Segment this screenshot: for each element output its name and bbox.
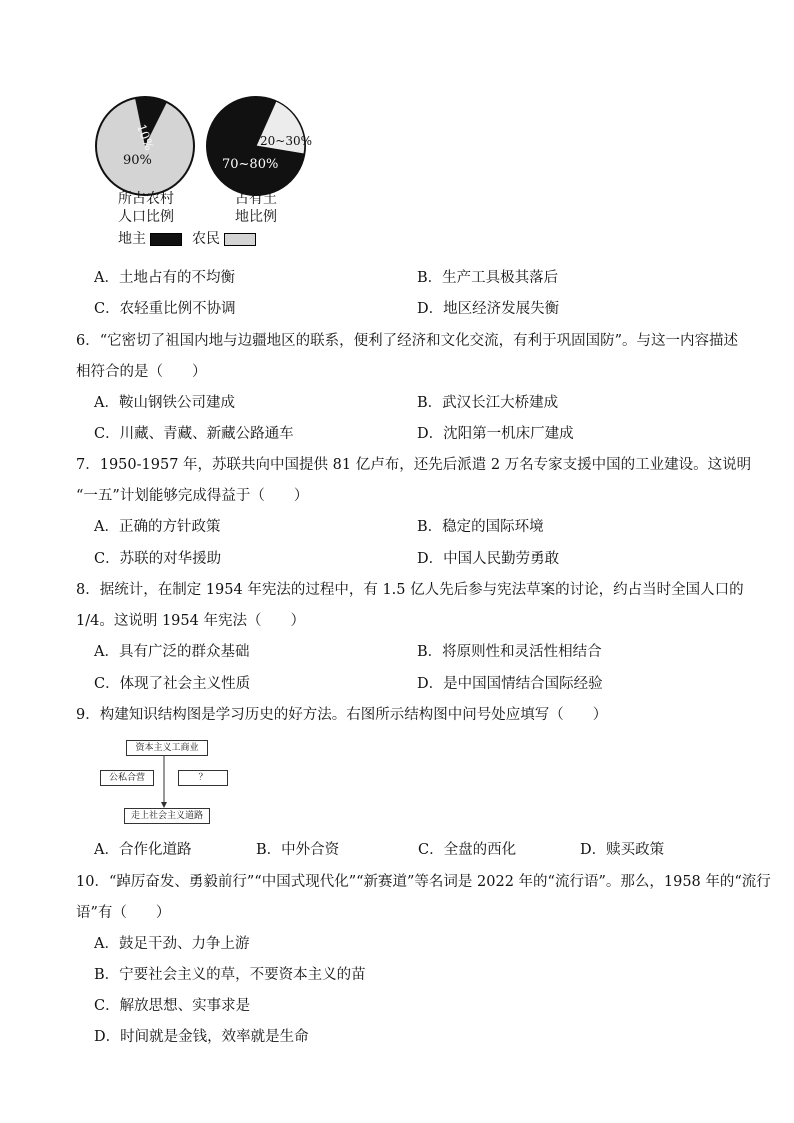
q6-option-b[interactable]: B．武汉长江大桥建成 [417, 395, 559, 411]
q10-option-c[interactable]: C．解放思想、实事求是 [94, 998, 251, 1014]
q6-option-c[interactable]: C．川藏、青藏、新藏公路通车 [94, 426, 294, 442]
diagram-box-top: 资本主义工商业 [126, 740, 208, 756]
q9-stem-line1: 9．构建知识结构图是学习历史的好方法。右图所示结构图中问号处应填写（ ） [76, 707, 608, 723]
q5-option-a[interactable]: A．土地占有的不均衡 [94, 270, 235, 286]
legend-farmer-swatch [224, 233, 256, 246]
pie-figure [90, 84, 340, 254]
q10-stem-line1: 10．“踔厉奋发、勇毅前行”“中国式现代化”“新赛道”等名词是 2022 年的“流行语”。那么，1958 年的“流行 [76, 874, 771, 890]
q10-option-b[interactable]: B．宁要社会主义的草，不要资本主义的苗 [94, 967, 366, 983]
q8-option-c[interactable]: C．体现了社会主义性质 [94, 676, 251, 692]
q8-stem-line1: 8．据统计，在制定 1954 年宪法的过程中，有 1.5 亿人先后参与宪法草案的讨论，约占当时全国人口的 [76, 582, 744, 598]
q7-option-d[interactable]: D．中国人民勤劳勇敢 [417, 551, 560, 567]
q8-stem-line2: 1/4。这说明 1954 年宪法（ ） [76, 613, 305, 629]
q10-stem-line2: 语”有（ ） [76, 905, 171, 921]
q10-option-a[interactable]: A．鼓足干劲、力争上游 [94, 936, 250, 952]
q6-option-d[interactable]: D．沈阳第一机床厂建成 [417, 426, 574, 442]
q7-stem-line1: 7．1950-1957 年，苏联共向中国提供 81 亿卢布，还先后派遣 2 万名专家支援中国的工业建设。这说明 [76, 457, 752, 473]
q8-option-a[interactable]: A．具有广泛的群众基础 [94, 644, 250, 660]
q10-option-d[interactable]: D．时间就是金钱，效率就是生命 [94, 1029, 309, 1045]
left-pie-caption [108, 190, 184, 226]
legend-landlord-swatch [150, 233, 182, 246]
q8-option-d[interactable]: D．是中国国情结合国际经验 [417, 676, 603, 692]
left-pie-caption-line1: 所占农村 [118, 191, 174, 207]
structure-diagram [98, 738, 238, 830]
left-pie-large-label: 90% [123, 153, 152, 168]
right-pie-caption [226, 190, 286, 226]
q5-option-b[interactable]: B．生产工具极其落后 [417, 270, 559, 286]
q6-stem-line2: 相符合的是（ ） [76, 364, 207, 380]
q9-option-b[interactable]: B．中外合资 [256, 842, 340, 858]
q6-stem-line1: 6．“它密切了祖国内地与边疆地区的联系，便利了经济和文化交流，有利于巩固国防”。与这一内容描述 [76, 333, 739, 349]
left-pie-caption-line2: 人口比例 [118, 209, 174, 225]
q7-option-c[interactable]: C．苏联的对华援助 [94, 551, 222, 567]
q7-stem-line2: “一五”计划能够完成得益于（ ） [76, 488, 309, 504]
q7-option-b[interactable]: B．稳定的国际环境 [417, 519, 544, 535]
diagram-box-question: ？ [178, 770, 228, 786]
q6-option-a[interactable]: A．鞍山钢铁公司建成 [94, 395, 235, 411]
q5-option-d[interactable]: D．地区经济发展失衡 [417, 301, 560, 317]
right-pie-caption-line1: 占有土 [235, 191, 277, 207]
pie-charts-svg [90, 84, 340, 204]
right-pie-caption-line2: 地比例 [235, 209, 277, 225]
pie-legend [118, 230, 266, 248]
q9-option-c[interactable]: C．全盘的西化 [418, 842, 517, 858]
diagram-box-bottom: 走上社会主义道路 [124, 808, 210, 824]
diagram-box-left: 公私合营 [100, 770, 154, 786]
q9-option-a[interactable]: A．合作化道路 [94, 842, 192, 858]
right-pie-small-label: 20~30% [260, 134, 312, 148]
left-pie-small-label: 10% [134, 122, 157, 153]
right-pie-large-label: 70~80% [222, 157, 279, 172]
q8-option-b[interactable]: B．将原则性和灵活性相结合 [417, 644, 602, 660]
legend-farmer-label: 农民 [192, 231, 220, 247]
q5-option-c[interactable]: C．农轻重比例不协调 [94, 301, 236, 317]
q7-option-a[interactable]: A．正确的方针政策 [94, 519, 221, 535]
q9-option-d[interactable]: D．赎买政策 [580, 842, 665, 858]
legend-landlord-label: 地主 [118, 231, 146, 247]
